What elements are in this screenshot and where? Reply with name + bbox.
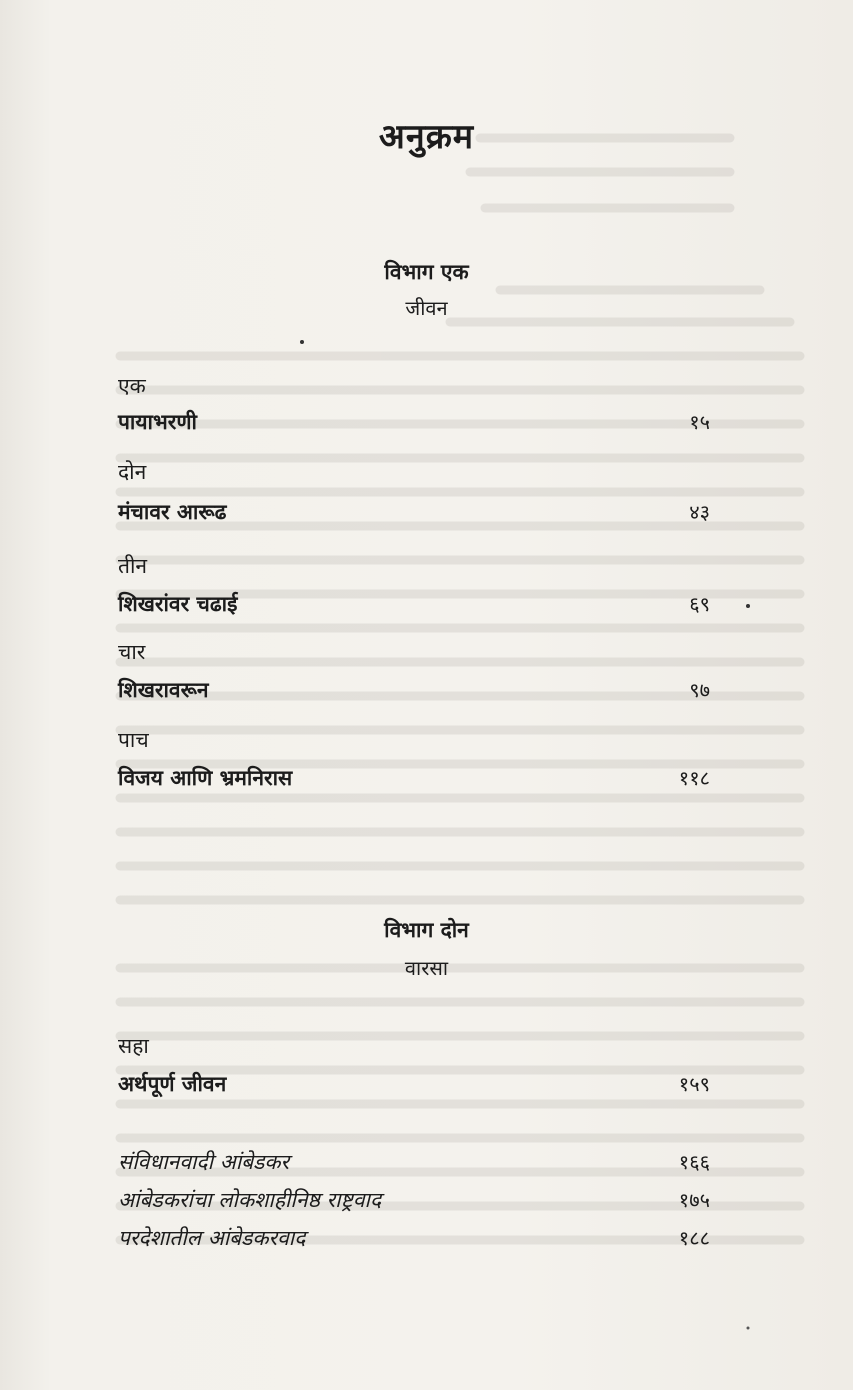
section-subheading-1: जीवन <box>405 296 448 320</box>
toc-subentry[interactable] <box>118 1224 710 1252</box>
subentry-title: संविधानवादी आंबेडकर <box>118 1150 290 1174</box>
chapter-label: पाच <box>118 728 149 752</box>
chapter-title: विजय आणि भ्रमनिरास <box>118 766 293 790</box>
toc-entry[interactable] <box>118 676 710 704</box>
page-number: १८८ <box>678 1226 710 1250</box>
page-title: अनुक्रम <box>378 117 475 157</box>
page-number: ९७ <box>689 678 710 702</box>
toc-entry[interactable] <box>118 498 710 526</box>
toc-subentry[interactable] <box>118 1186 710 1214</box>
toc-entry[interactable] <box>118 590 710 618</box>
toc-entry[interactable] <box>118 764 710 792</box>
toc-entry[interactable] <box>118 408 710 436</box>
page-number: ११८ <box>678 766 710 790</box>
chapter-title: शिखरावरून <box>118 678 209 702</box>
toc-subentry[interactable] <box>118 1148 710 1176</box>
page-number: १७५ <box>678 1188 710 1212</box>
page-number: ४३ <box>689 500 710 524</box>
chapter-label: एक <box>118 374 146 398</box>
chapter-label: सहा <box>118 1034 149 1058</box>
section-subheading-2: वारसा <box>404 956 449 980</box>
subentry-title: परदेशातील आंबेडकरवाद <box>118 1226 306 1250</box>
chapter-label: चार <box>118 640 146 664</box>
subentry-title: आंबेडकरांचा लोकशाहीनिष्ठ राष्ट्रवाद <box>118 1188 382 1212</box>
section-heading-1: विभाग एक <box>384 260 469 284</box>
toc-entry[interactable] <box>118 1070 710 1098</box>
section-heading-2: विभाग दोन <box>384 918 469 942</box>
chapter-title: मंचावर आरूढ <box>118 500 227 524</box>
chapter-title: पायाभरणी <box>118 410 197 434</box>
page-number: १५ <box>689 410 710 434</box>
chapter-label: दोन <box>118 460 147 484</box>
page-number: १५९ <box>678 1072 710 1096</box>
chapter-label: तीन <box>118 554 148 578</box>
page-number: ६९ <box>689 592 710 616</box>
chapter-title: शिखरांवर चढाई <box>118 592 238 616</box>
page-number: १६६ <box>678 1150 710 1174</box>
chapter-title: अर्थपूर्ण जीवन <box>118 1072 227 1096</box>
